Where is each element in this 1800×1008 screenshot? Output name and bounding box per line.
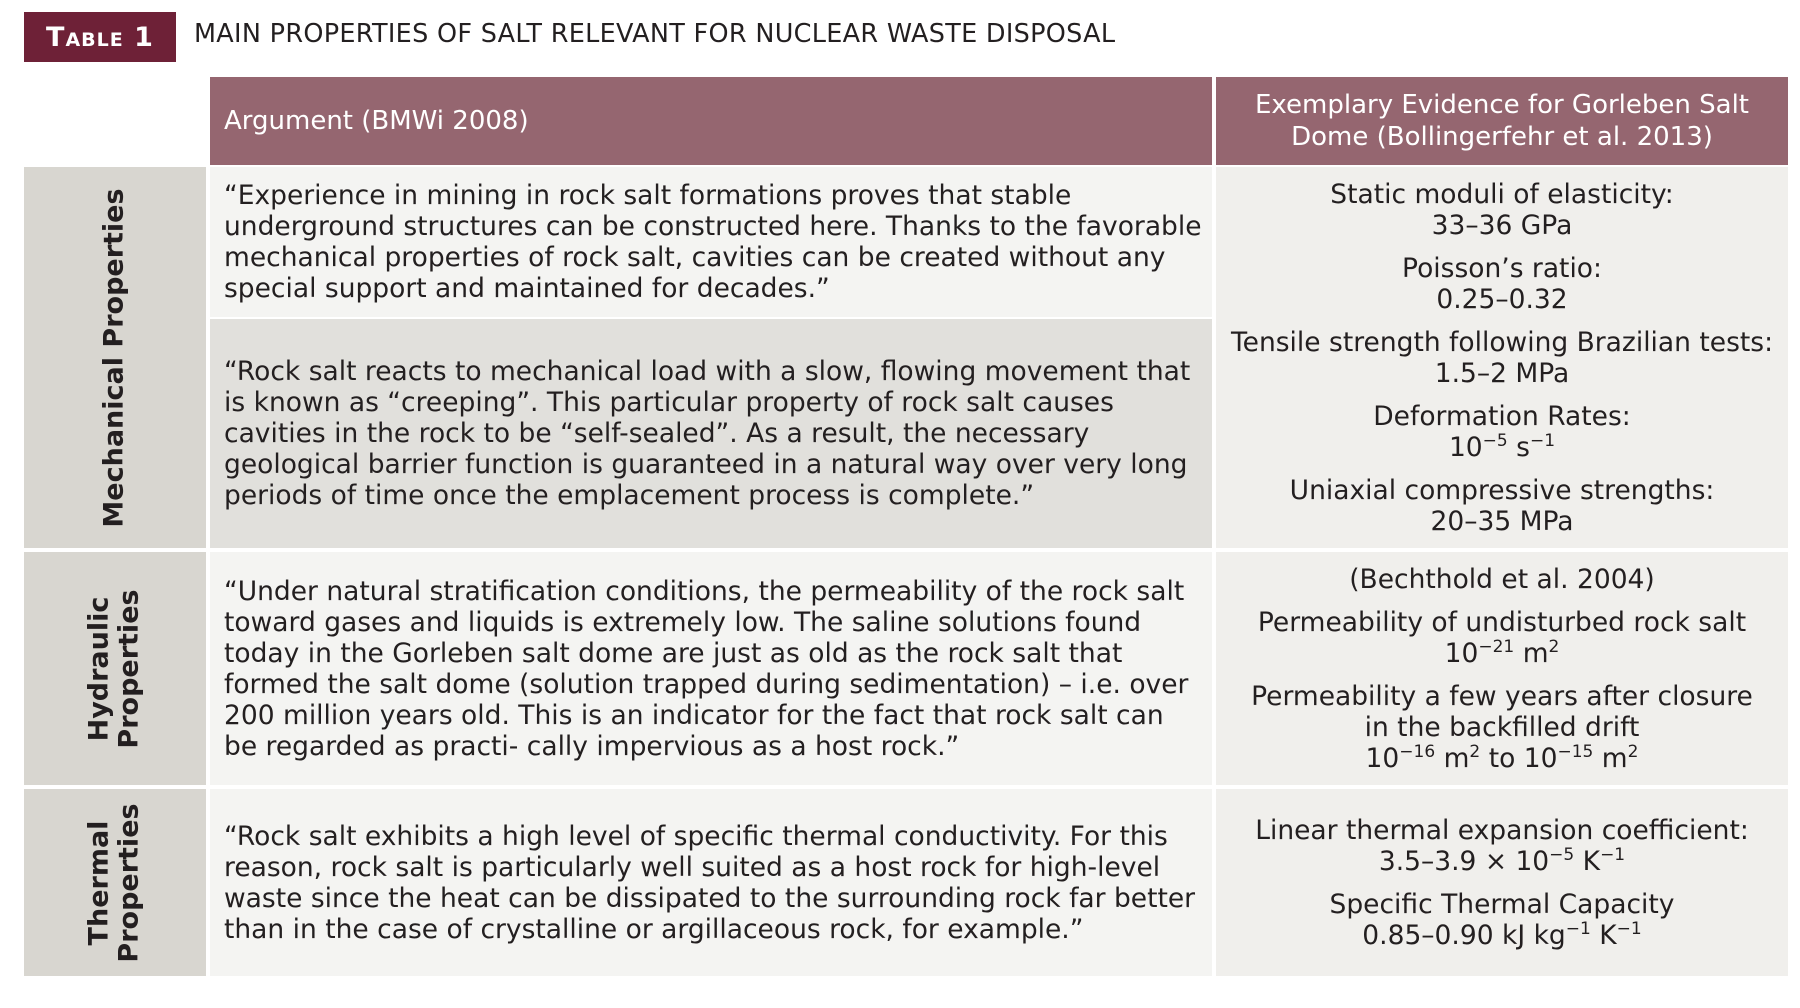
uniaxial-label: Uniaxial compressive strengths: [1289, 474, 1715, 506]
section-label-mechanical [24, 167, 206, 548]
undisturbed-label: Permeability of undisturbed rock salt [1257, 606, 1747, 638]
section-label-thermal [24, 789, 206, 976]
poisson-value: 0.25–0.32 [1436, 283, 1568, 315]
evidence-thermal [1216, 789, 1788, 976]
capacity-value: 0.85–0.90 kJ $kg^{-1}$ $K^{-1}$ [1362, 918, 1642, 951]
table-label: Table 1 [24, 12, 176, 62]
hydraulic-label-text: Hydraulic Properties [84, 588, 145, 749]
argument-mechanical-2-text: “Rock salt reacts to mechanical load with a slow, flowing movement that is known as “creeping”. This particular property of rock salt causes cavities in the rock to be “self-sealed”. As a result, the necessary geological barrier function is guaranteed in a natural way over very long periods of time once the emplacement process is complete.” [224, 356, 1191, 511]
evidence-poisson [1402, 253, 1602, 315]
argument-mechanical-2 [210, 319, 1212, 548]
evidence-mechanical [1216, 167, 1788, 548]
evidence-deformation [1373, 401, 1630, 463]
evidence-tensile [1231, 327, 1773, 389]
evidence-expansion [1255, 815, 1749, 877]
elasticity-value: 33–36 GPa [1431, 209, 1573, 241]
header-evidence: Exemplary Evidence for Gorleben Salt Dome (Bollingerfehr et al. 2013) [1216, 77, 1788, 165]
argument-thermal [210, 789, 1212, 976]
evidence-elasticity [1330, 179, 1673, 241]
table-title: MAIN PROPERTIES OF SALT RELEVANT FOR NUCLEAR WASTE DISPOSAL [194, 19, 1116, 49]
tensile-value: 1.5–2 MPa [1434, 357, 1570, 389]
evidence-undisturbed [1258, 607, 1746, 669]
deformation-value: $10^{-5}$ $s^{-1}$ [1448, 430, 1556, 463]
evidence-closure [1251, 681, 1753, 774]
argument-mechanical-1 [210, 167, 1212, 317]
closure-label-2: in the backfilled drift [1364, 711, 1640, 743]
argument-hydraulic-text: “Under natural stratification conditions, the permeability of the rock salt toward gases and liquids is extremely low. The saline solutions found today in the Gorleben salt dome are just as old as the rock salt that formed the salt dome (solution trapped during sedimentation) – i.e. over 200 million years old. This is an indicator for the fact that rock salt can be regarded as practi- cally impervious as a host rock.” [224, 575, 1189, 762]
argument-mechanical-1-text: “Experience in mining in rock salt formations proves that stable underground structures can be constructed here. Thanks to the favorable mechanical properties of rock salt, cavities can be created without any special support and maintained for decades.” [224, 180, 1202, 304]
uniaxial-value: 20–35 MPa [1430, 505, 1574, 537]
elasticity-label: Static moduli of elasticity: [1330, 178, 1674, 210]
argument-hydraulic [210, 552, 1212, 785]
undisturbed-value: $10^{-21}$ $m^2$ [1444, 636, 1560, 669]
closure-value: $10^{-16}$ $m^2$ to $10^{-15}$ $m^2$ [1365, 741, 1639, 774]
evidence-uniaxial [1290, 475, 1715, 537]
evidence-source: (Bechthold et al. 2004) [1349, 563, 1655, 595]
thermal-label-text: Thermal Properties [84, 802, 145, 963]
header-argument: Argument (BMWi 2008) [210, 77, 1212, 165]
expansion-value: $3.5-3.9 \times 10^{-5}$ $K^{-1}$ [1378, 844, 1626, 877]
capacity-label: Specific Thermal Capacity [1329, 888, 1675, 920]
mechanical-label-text: Mechanical Properties [99, 187, 131, 528]
closure-label-1: Permeability a few years after closure [1251, 680, 1753, 712]
deformation-label: Deformation Rates: [1373, 400, 1631, 432]
evidence-hydraulic [1216, 552, 1788, 785]
tensile-label: Tensile strength following Brazilian tests: [1230, 326, 1774, 358]
poisson-label: Poisson’s ratio: [1402, 252, 1602, 284]
evidence-capacity [1330, 889, 1675, 951]
expansion-label: Linear thermal expansion coefficient: [1255, 814, 1749, 846]
argument-thermal-text: “Rock salt exhibits a high level of specific thermal conductivity. For this reason, rock salt is particularly well suited as a host rock for high-level waste since the heat can be dissipated to the surrounding rock far better than in the case of crystalline or argillaceous rock, for example.” [224, 820, 1196, 945]
section-label-hydraulic [24, 552, 206, 785]
